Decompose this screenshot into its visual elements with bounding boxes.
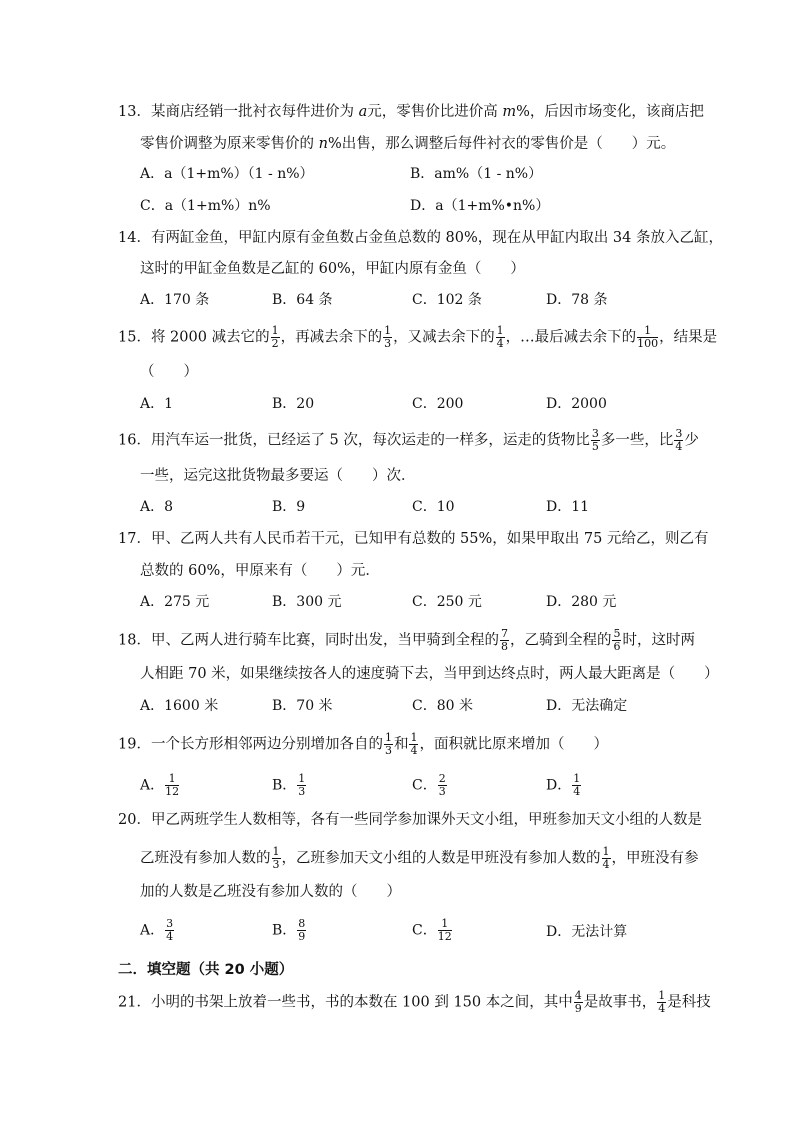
denominator: 6 bbox=[613, 640, 621, 653]
q19-option-c[interactable] bbox=[412, 773, 448, 798]
fraction bbox=[572, 773, 581, 798]
numerator: 1 bbox=[410, 731, 418, 744]
q14-option-c[interactable]: C．102 条 bbox=[412, 292, 482, 308]
q20-text: ，甲班没有参 bbox=[611, 850, 699, 867]
question-16-line-2: 一些，运完这批货物最多要运（ ）次． bbox=[140, 468, 416, 484]
fraction bbox=[271, 325, 280, 350]
numerator: 1 bbox=[272, 845, 280, 858]
question-18-line-2: 人相距 70 米，如果继续按各人的速度骑下去，当甲到达终点时，两人最大距离是（ ） bbox=[140, 666, 719, 682]
q19-text: 和 bbox=[393, 736, 409, 753]
q13-option-c[interactable]: C．a（1+m%）n% bbox=[140, 198, 271, 214]
question-17-line-1: 17．甲、乙两人共有人民币若干元，已知甲有总数的 55%，如果甲取出 75 元给乙，则乙有 bbox=[118, 531, 709, 547]
question-18-line-1 bbox=[118, 627, 695, 653]
fraction bbox=[496, 325, 505, 350]
q21-text: 是科技 bbox=[667, 994, 711, 1011]
q20-text: 乙班没有参加人数的 bbox=[140, 850, 271, 867]
denominator: 9 bbox=[574, 1002, 582, 1015]
q13-text: 13．某商店经销一批衬衣每件进价为 bbox=[118, 104, 359, 120]
numerator: 1 bbox=[384, 731, 392, 744]
option-label: C． bbox=[412, 777, 437, 794]
section-title: 二．填空题（共 20 小题） bbox=[118, 962, 294, 978]
question-13-line-2 bbox=[140, 134, 675, 154]
denominator: 3 bbox=[438, 785, 446, 798]
option-label: D． bbox=[546, 777, 572, 794]
q20-option-a[interactable] bbox=[140, 918, 175, 943]
question-14-line-2: 这时的甲缸金鱼数是乙缸的 60%，甲缸内原有金鱼（ ） bbox=[140, 261, 525, 277]
denominator: 12 bbox=[437, 930, 452, 943]
q13-text: %出售，那么调整后每件衬衣的零售价是（ ）元。 bbox=[327, 136, 676, 152]
q18-text: ，乙骑到全程的 bbox=[509, 632, 612, 649]
numerator: 2 bbox=[438, 772, 446, 785]
question-20-line-2 bbox=[140, 846, 699, 871]
q16-option-d[interactable]: D．11 bbox=[546, 499, 590, 515]
numerator: 1 bbox=[165, 773, 179, 786]
fraction bbox=[165, 918, 174, 943]
q15-option-a[interactable]: A．1 bbox=[140, 396, 174, 412]
q18-text: 时，这时两 bbox=[622, 632, 695, 649]
q13-text: 零售价调整为原来零售价的 bbox=[140, 136, 319, 152]
numerator: 7 bbox=[500, 627, 508, 640]
numerator: 5 bbox=[613, 627, 621, 640]
q18-text: 18．甲、乙两人进行骑车比赛，同时出发，当甲骑到全程的 bbox=[118, 632, 499, 649]
numerator: 1 bbox=[637, 325, 658, 338]
q13-text: 元，零售价比进价高 bbox=[367, 104, 503, 120]
question-15-line-1 bbox=[118, 324, 718, 350]
option-label: A． bbox=[140, 922, 165, 939]
numerator: 1 bbox=[438, 918, 452, 931]
question-16-line-1 bbox=[118, 427, 699, 453]
q14-option-b[interactable]: B．64 条 bbox=[272, 292, 333, 308]
denominator: 4 bbox=[658, 1002, 666, 1015]
q15-option-b[interactable]: B．20 bbox=[272, 396, 315, 412]
numerator: 1 bbox=[271, 324, 279, 337]
q19-text: ，面积就比原来增加（ ） bbox=[419, 736, 608, 753]
q15-text: ，结果是 bbox=[659, 329, 718, 346]
question-17-line-2: 总数的 60%，甲原来有（ ）元． bbox=[140, 563, 380, 579]
q16-text: 少 bbox=[684, 432, 699, 449]
q16-text: 多一些，比 bbox=[600, 432, 674, 449]
q20-text: ，乙班参加天文小组的人数是甲班没有参加人数的 bbox=[281, 850, 601, 867]
fraction bbox=[383, 325, 392, 350]
numerator: 1 bbox=[658, 989, 666, 1002]
numerator: 3 bbox=[591, 427, 599, 440]
q21-text: 是故事书， bbox=[583, 994, 657, 1011]
q15-option-d[interactable]: D．2000 bbox=[546, 396, 607, 412]
fraction bbox=[500, 628, 509, 653]
q13-var-m: m bbox=[502, 104, 517, 120]
q13-text: %，后因市场变化，该商店把 bbox=[516, 104, 704, 120]
q21-text: 21．小明的书架上放着一些书，书的本数在 100 到 150 本之间，其中 bbox=[118, 994, 573, 1011]
q15-text: ，又减去余下的 bbox=[393, 329, 495, 346]
question-14-line-1: 14．有两缸金鱼，甲缸内原有金鱼数占金鱼总数的 80%，现在从甲缸内取出 34 条放入乙缸， bbox=[118, 230, 723, 246]
q14-option-a[interactable]: A．170 条 bbox=[140, 292, 210, 308]
option-label: B． bbox=[272, 777, 297, 794]
fraction bbox=[272, 846, 281, 871]
numerator: 1 bbox=[602, 845, 610, 858]
q20-option-b[interactable] bbox=[272, 918, 307, 943]
option-label: C． bbox=[412, 922, 437, 939]
question-21-line-1 bbox=[118, 989, 711, 1015]
fraction bbox=[591, 428, 600, 453]
q19-option-a[interactable] bbox=[140, 773, 180, 798]
q18-option-d[interactable]: D．无法确定 bbox=[546, 698, 628, 714]
q20-option-c[interactable] bbox=[412, 918, 453, 943]
fraction bbox=[657, 990, 666, 1015]
fraction bbox=[438, 773, 447, 798]
numerator: 1 bbox=[573, 772, 581, 785]
fraction bbox=[165, 773, 179, 798]
fraction bbox=[297, 773, 306, 798]
q15-text: 15．将 2000 减去它的 bbox=[118, 329, 270, 346]
numerator: 1 bbox=[298, 772, 306, 785]
q16-option-c[interactable]: C．10 bbox=[412, 499, 455, 515]
q15-text: ，再减去余下的 bbox=[280, 329, 383, 346]
question-13-line-1 bbox=[118, 102, 704, 122]
q16-option-a[interactable]: A．8 bbox=[140, 499, 174, 515]
q13-option-b[interactable]: B．am%（1 - n%） bbox=[410, 166, 543, 182]
denominator: 4 bbox=[410, 744, 418, 757]
q17-option-b[interactable]: B．300 元 bbox=[272, 594, 342, 610]
question-20-line-1: 20．甲乙两班学生人数相等，各有一些同学参加课外天文小组，甲班参加天文小组的人数是 bbox=[118, 812, 702, 828]
q16-text: 16．用汽车运一批货，已经运了 5 次，每次运走的一样多，运走的货物比 bbox=[118, 432, 590, 449]
numerator: 4 bbox=[574, 989, 582, 1002]
denominator: 3 bbox=[298, 785, 306, 798]
denominator: 12 bbox=[165, 785, 180, 798]
denominator: 9 bbox=[298, 930, 306, 943]
q18-option-a[interactable]: A．1600 米 bbox=[140, 698, 219, 714]
numerator: 1 bbox=[384, 324, 392, 337]
q18-option-b[interactable]: B．70 米 bbox=[272, 698, 333, 714]
q13-option-a[interactable]: A．a（1+m%）（1 - n%） bbox=[140, 166, 314, 182]
denominator: 100 bbox=[637, 337, 659, 350]
fraction bbox=[602, 846, 611, 871]
q19-option-d[interactable] bbox=[546, 773, 582, 798]
q17-option-d[interactable]: D．280 元 bbox=[546, 594, 617, 610]
q13-var-a: a bbox=[358, 104, 368, 120]
option-label: B． bbox=[272, 922, 297, 939]
denominator: 4 bbox=[496, 337, 504, 350]
fraction bbox=[438, 918, 452, 943]
q16-option-b[interactable]: B．9 bbox=[272, 499, 306, 515]
option-label: A． bbox=[140, 777, 165, 794]
numerator: 8 bbox=[298, 917, 306, 930]
denominator: 3 bbox=[384, 744, 392, 757]
question-20-line-3: 加的人数是乙班没有参加人数的（ ） bbox=[140, 884, 401, 900]
q20-option-d[interactable]: D．无法计算 bbox=[546, 924, 628, 940]
numerator: 3 bbox=[675, 427, 683, 440]
q13-option-d[interactable]: D．a（1+m%•n%） bbox=[410, 198, 550, 214]
denominator: 4 bbox=[573, 785, 581, 798]
fraction bbox=[409, 732, 418, 757]
q19-option-b[interactable] bbox=[272, 773, 307, 798]
denominator: 8 bbox=[500, 640, 508, 653]
question-15-line-2: （ ） bbox=[140, 364, 198, 380]
numerator: 3 bbox=[166, 917, 174, 930]
q19-text: 19．一个长方形相邻两边分别增加各自的 bbox=[118, 736, 383, 753]
q18-option-c[interactable]: C．80 米 bbox=[412, 698, 473, 714]
fraction bbox=[674, 428, 683, 453]
q17-option-c[interactable]: C．250 元 bbox=[412, 594, 482, 610]
fraction bbox=[612, 628, 621, 653]
denominator: 2 bbox=[271, 337, 279, 350]
denominator: 4 bbox=[602, 858, 610, 871]
fraction bbox=[297, 918, 306, 943]
q15-text: ，…最后减去余下的 bbox=[505, 329, 637, 346]
fraction bbox=[574, 990, 583, 1015]
fraction bbox=[637, 325, 658, 350]
question-19-line-1 bbox=[118, 732, 678, 757]
q15-option-c[interactable]: C．200 bbox=[412, 396, 464, 412]
denominator: 3 bbox=[272, 858, 280, 871]
fraction bbox=[384, 732, 393, 757]
denominator: 5 bbox=[591, 440, 599, 453]
denominator: 4 bbox=[166, 930, 174, 943]
denominator: 3 bbox=[384, 337, 392, 350]
denominator: 4 bbox=[675, 440, 683, 453]
numerator: 1 bbox=[496, 324, 504, 337]
q14-option-d[interactable]: D．78 条 bbox=[546, 292, 608, 308]
q17-option-a[interactable]: A．275 元 bbox=[140, 594, 210, 610]
q13-var-n: n bbox=[318, 136, 328, 152]
